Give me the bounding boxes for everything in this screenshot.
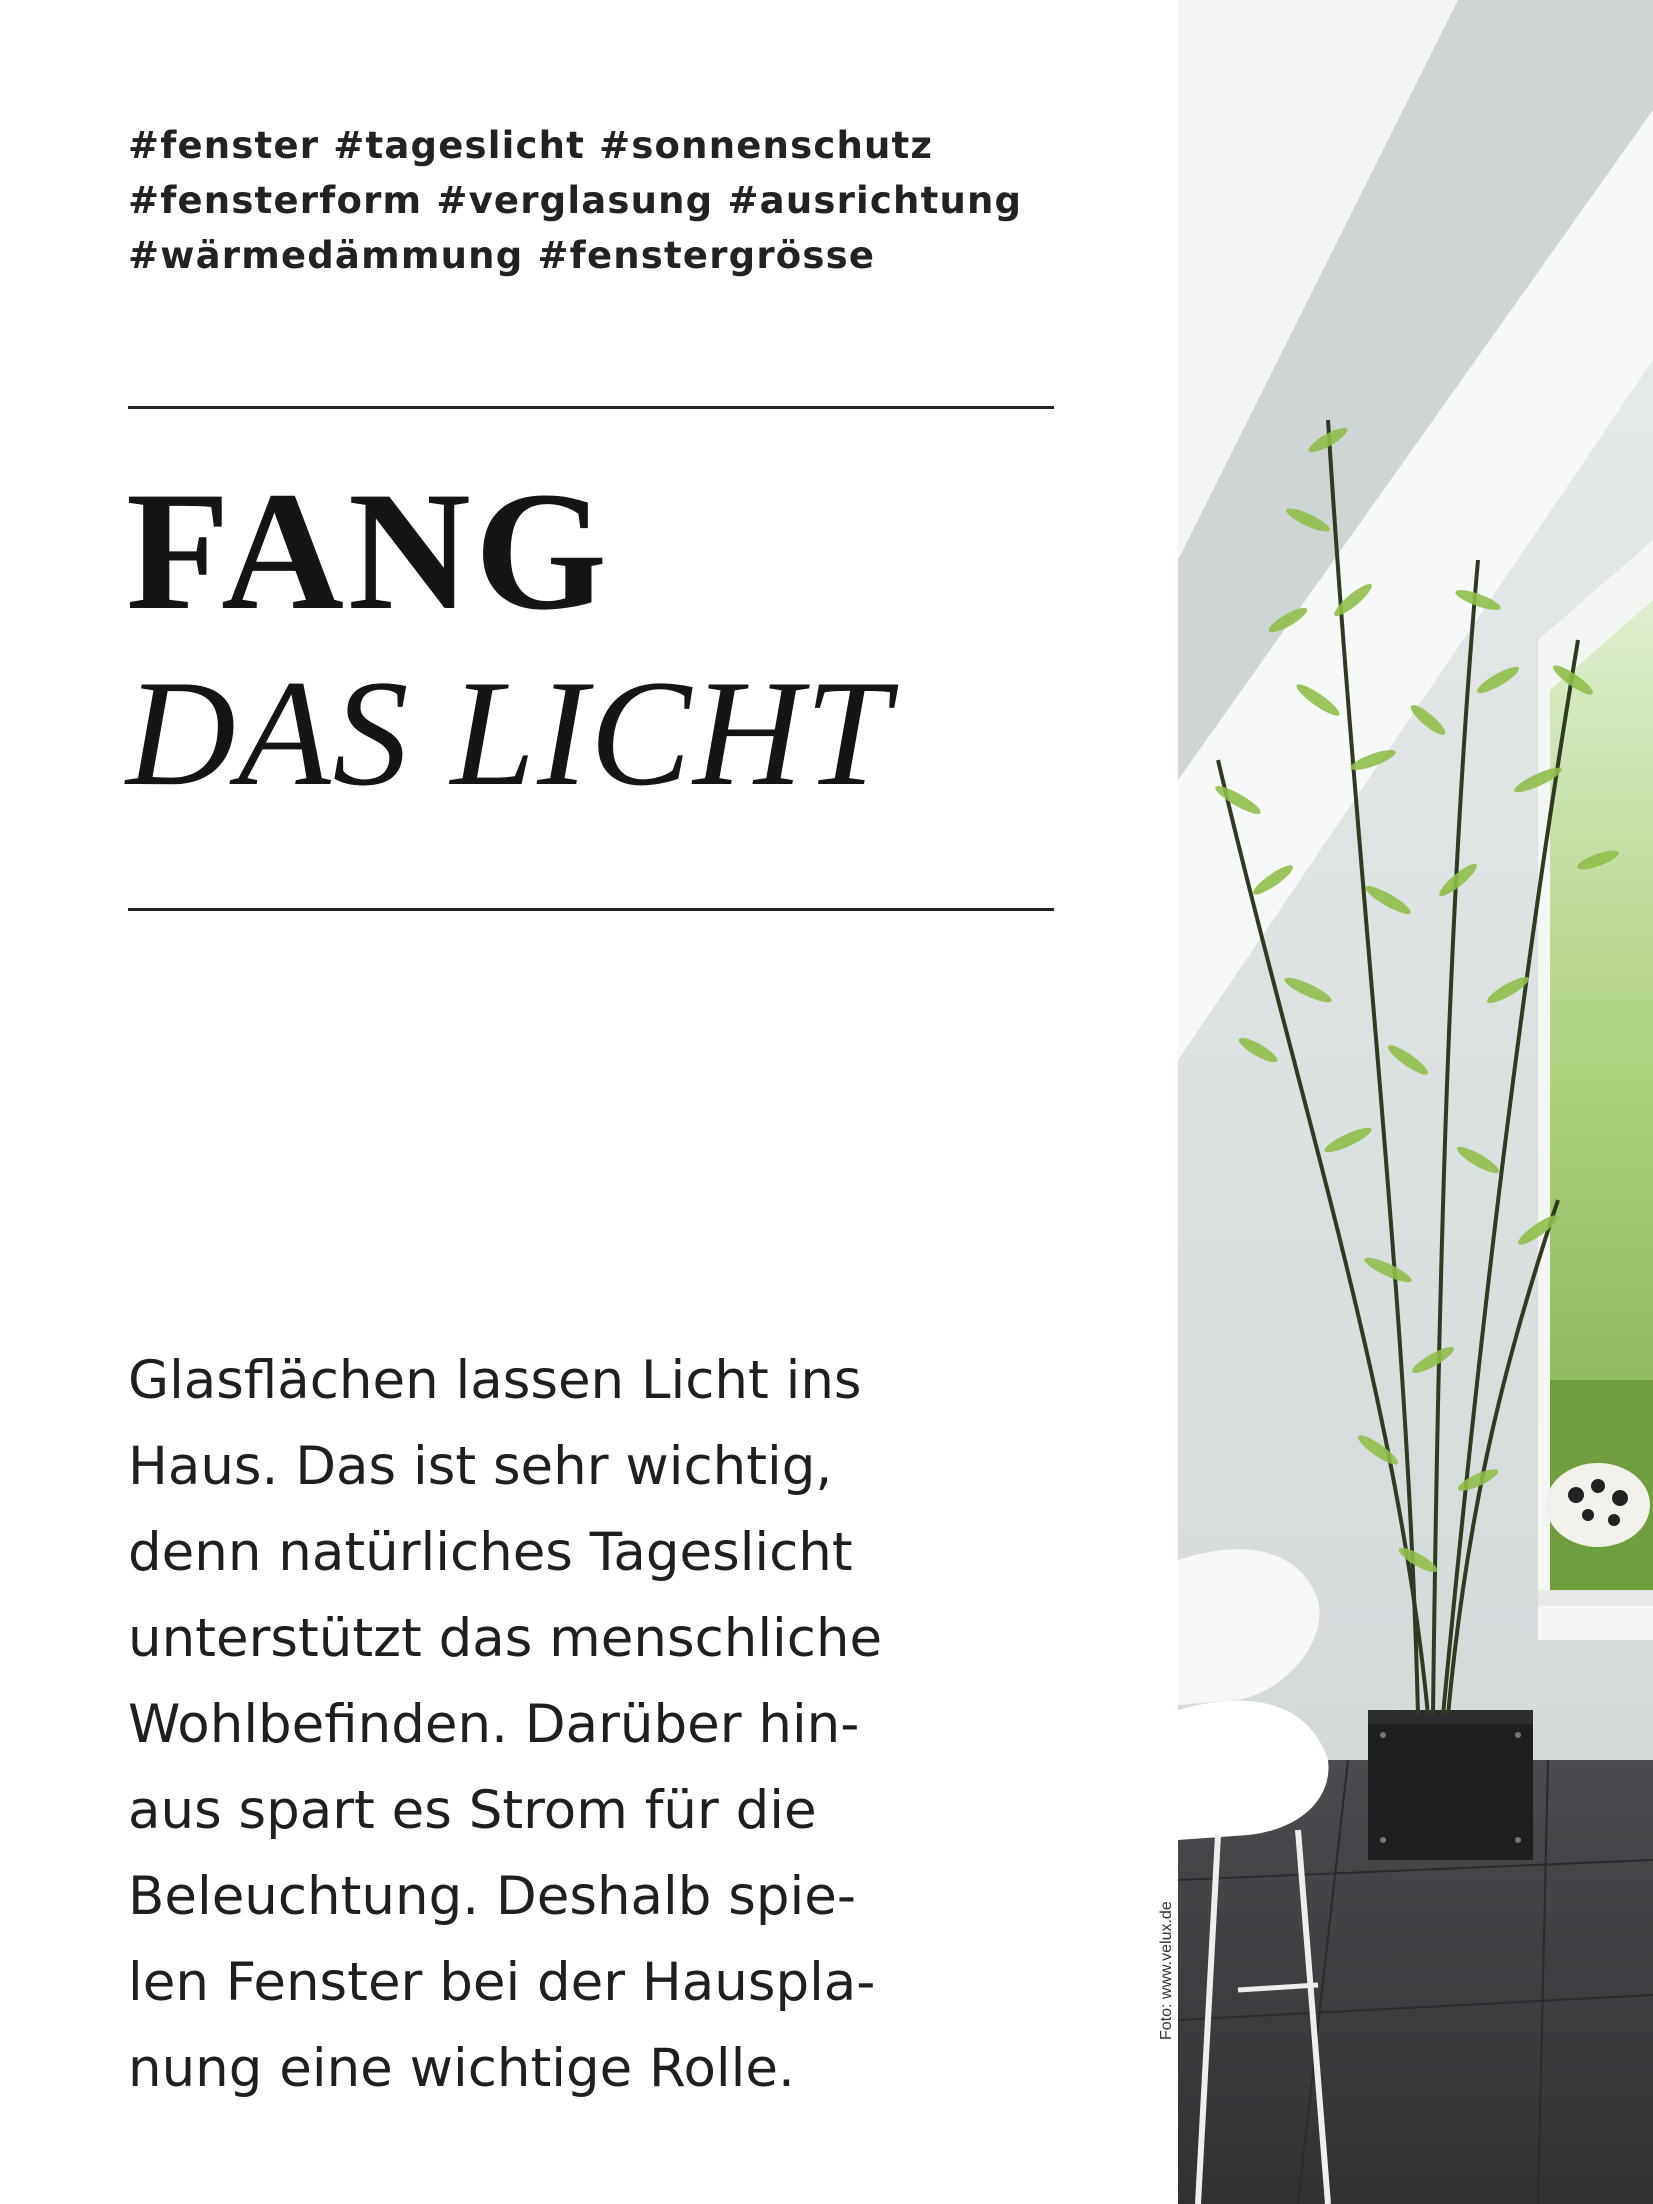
intro-line: Wohlbefinden. Darüber hin- — [128, 1694, 860, 1755]
intro-line: Beleuchtung. Deshalb spie- — [128, 1866, 856, 1927]
photo-credit-text: Foto: www.velux.de — [1158, 1901, 1175, 2040]
pillow — [1546, 1463, 1650, 1547]
headline — [126, 457, 892, 821]
window-sill — [1538, 1590, 1653, 1606]
headline-rule-bottom — [128, 908, 1054, 911]
headline-line-2: DAS LICHT — [126, 649, 892, 817]
hashtag-line-1: #fenster #tageslicht #sonnenschutz — [128, 124, 934, 167]
hashtag-line-2: #fensterform #verglasung #ausrichtung — [128, 179, 1023, 222]
headline-line-1: FANG — [126, 457, 611, 645]
headline-rule-top — [128, 406, 1054, 409]
interior-photo — [1178, 0, 1653, 2204]
intro-line: nung eine wichtige Rolle. — [128, 2038, 795, 2099]
interior-photo-illustration — [1178, 0, 1653, 2204]
intro-paragraph — [128, 1338, 1128, 2112]
intro-line: Haus. Das ist sehr wichtig, — [128, 1436, 833, 1497]
intro-line: unterstützt das menschliche — [128, 1608, 883, 1669]
intro-line: Glasflächen lassen Licht ins — [128, 1350, 862, 1411]
intro-line: aus spart es Strom für die — [128, 1780, 817, 1841]
hashtag-line-3: #wärmedämmung #fenstergrösse — [128, 234, 876, 277]
hashtag-list — [128, 118, 1088, 283]
planter-box — [1368, 1710, 1533, 1860]
intro-line: denn natürliches Tageslicht — [128, 1522, 853, 1583]
intro-line: len Fenster bei der Hauspla- — [128, 1952, 876, 2013]
